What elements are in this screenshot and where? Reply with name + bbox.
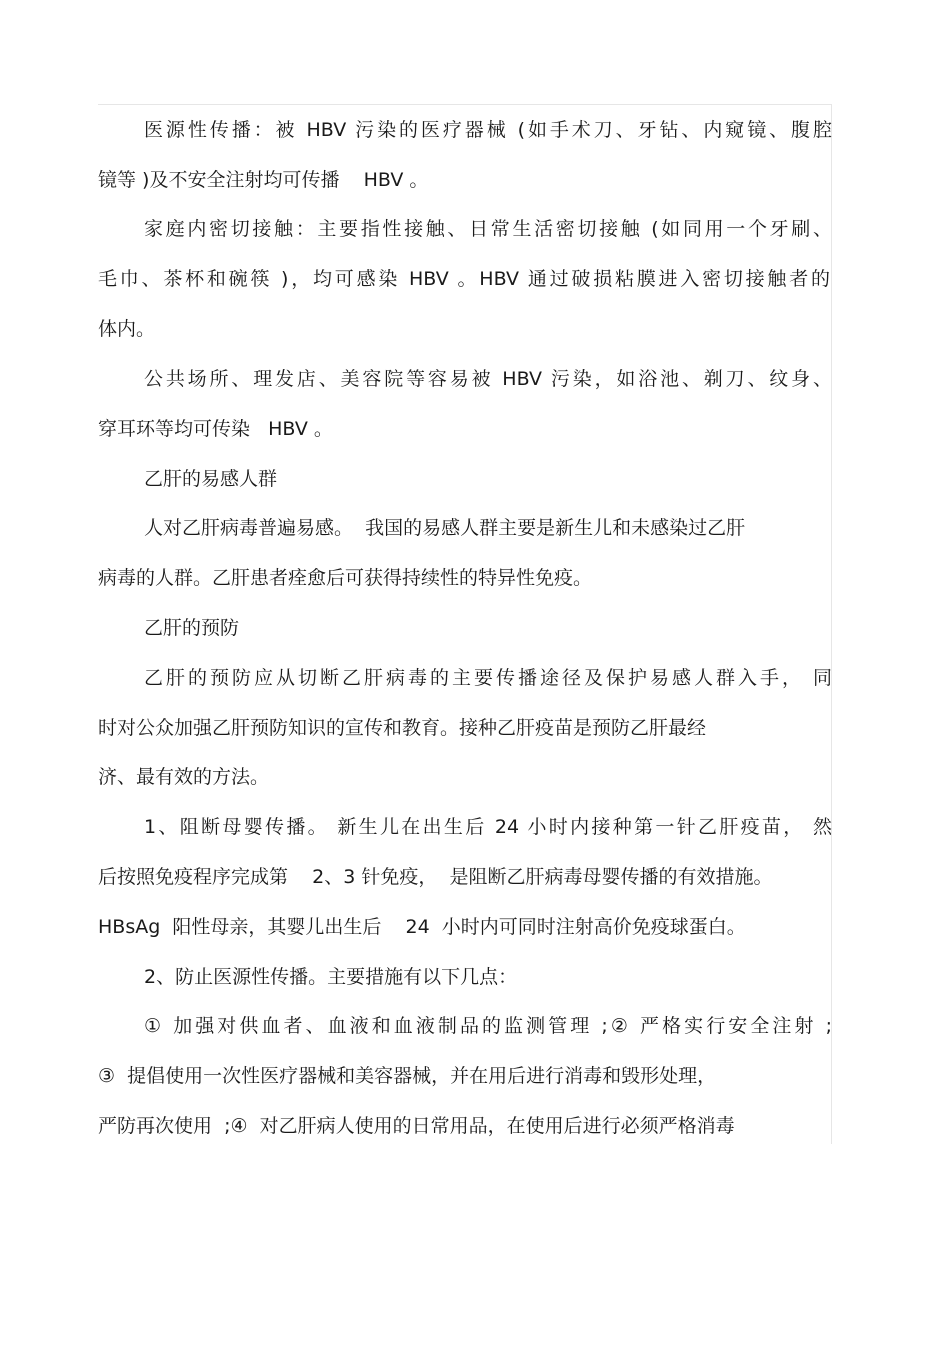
section-heading: 乙肝的预防 (144, 617, 240, 639)
text-line: 后按照免疫程序完成第 2、3 针免疫， 是阻断乙肝病毒母婴传播的有效措施。 (98, 866, 773, 888)
text-line: 医源性传播：被 HBV 污染的医疗器械 (如手术刀、牙钻、内窥镜、腹腔 (144, 119, 832, 141)
text-line: 公共场所、理发店、美容院等容易被 HBV 污染，如浴池、剃刀、纹身、 (144, 368, 832, 390)
text-line: 时对公众加强乙肝预防知识的宣传和教育。接种乙肝疫苗是预防乙肝最经 (98, 717, 707, 739)
text-line: 乙肝的预防应从切断乙肝病毒的主要传播途径及保护易感人群入手， 同 (144, 667, 832, 689)
section-heading: 乙肝的易感人群 (144, 468, 278, 490)
text-line: 1、阻断母婴传播。 新生儿在出生后 24 小时内接种第一针乙肝疫苗， 然 (144, 816, 832, 838)
text-line: 人对乙肝病毒普遍易感。 我国的易感人群主要是新生儿和未感染过乙肝 (144, 517, 746, 539)
text-line: 病毒的人群。乙肝患者痊愈后可获得持续性的特异性免疫。 (98, 567, 593, 589)
text-line: 严防再次使用 ;④ 对乙肝病人使用的日常用品，在使用后进行必须严格消毒 (98, 1115, 735, 1137)
text-line: ③ 提倡使用一次性医疗器械和美容器械，并在用后进行消毒和毁形处理， (98, 1065, 717, 1087)
text-line: HBsAg 阳性母亲，其婴儿出生后 24 小时内可同时注射高价免疫球蛋白。 (98, 916, 746, 938)
text-line: 穿耳环等均可传染 HBV 。 (98, 418, 333, 440)
text-line: 2、防止医源性传播。主要措施有以下几点： (144, 966, 518, 988)
text-line: 济、最有效的方法。 (98, 766, 270, 788)
text-line: 体内。 (98, 318, 156, 340)
text-line: 家庭内密切接触：主要指性接触、日常生活密切接触 (如同用一个牙刷、 (144, 218, 832, 240)
text-line: 镜等 )及不安全注射均可传播 HBV 。 (98, 169, 429, 191)
text-line: 毛巾、茶杯和碗筷 )，均可感染 HBV 。HBV 通过破损粘膜进入密切接触者的 (98, 268, 830, 290)
text-line: ① 加强对供血者、血液和血液制品的监测管理 ;② 严格实行安全注射 ; (144, 1015, 832, 1037)
